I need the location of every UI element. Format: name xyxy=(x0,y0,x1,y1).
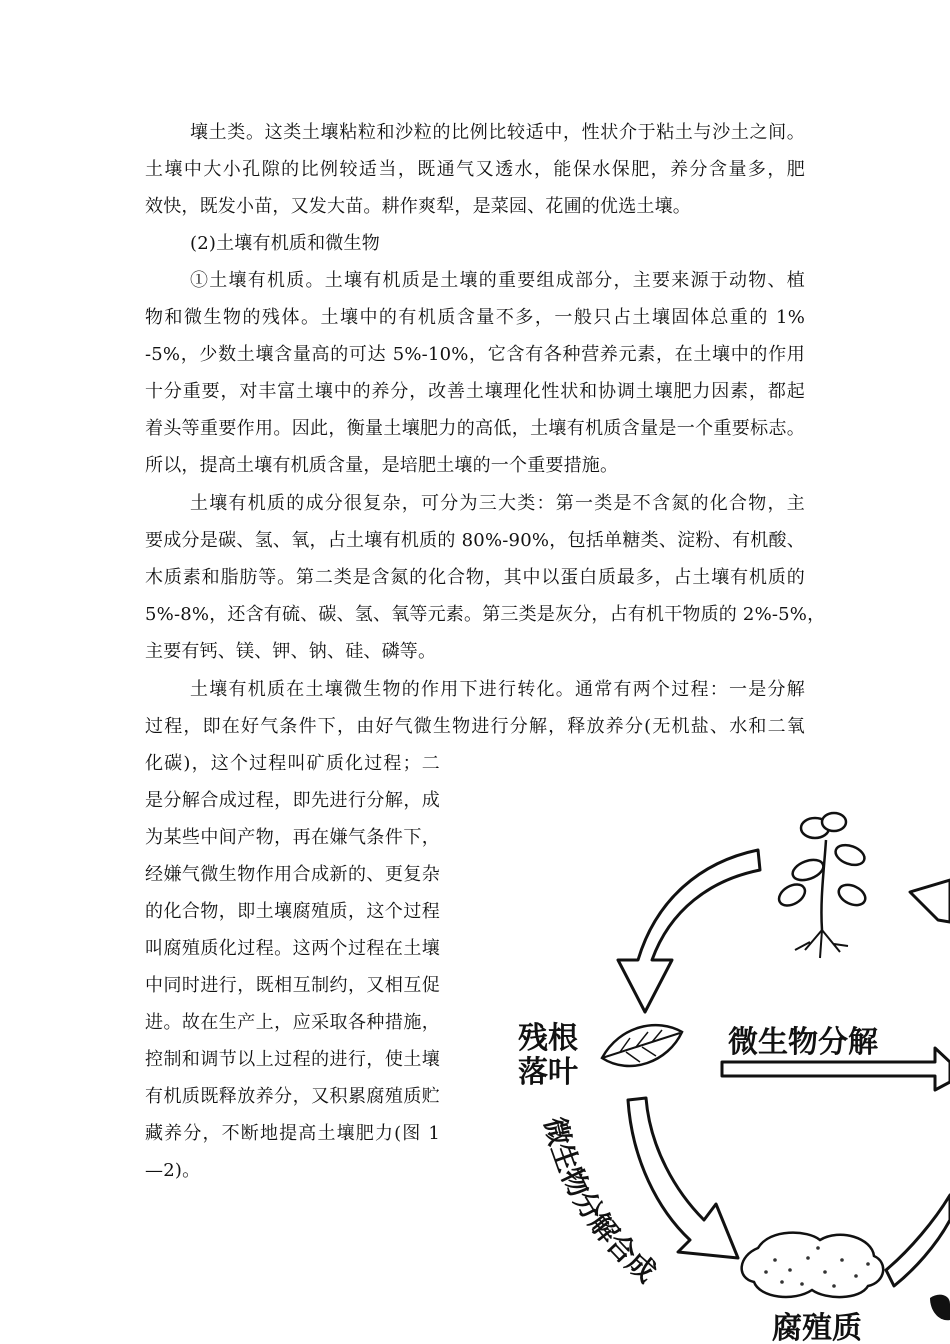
text-line: 土壤有机质在土壤微生物的作用下进行转化。通常有两个过程：一是分解 xyxy=(190,679,805,700)
text-line: 十分重要，对丰富土壤中的养分，改善土壤理化性状和协调土壤肥力因素，都起 xyxy=(145,381,805,402)
text-line: 叫腐殖质化过程。这两个过程在土壤 xyxy=(145,938,440,959)
text-line: ①土壤有机质。土壤有机质是土壤的重要组成部分，主要来源于动物、植 xyxy=(190,270,805,291)
text-line: 为某些中间产物，再在嫌气条件下， xyxy=(145,827,440,848)
text-line: 进。故在生产上，应采取各种措施， xyxy=(145,1012,440,1033)
text-line: 土壤中大小孔隙的比例较适当，既通气又透水，能保水保肥，养分含量多，肥 xyxy=(145,159,805,180)
text-line: 主要有钙、镁、钾、钠、硅、磷等。 xyxy=(145,641,437,662)
label-decompose: 微生物分解 xyxy=(728,1025,878,1060)
text-line: 物和微生物的残体。土壤中的有机质含量不多，一般只占土壤固体总重的 1% xyxy=(145,307,805,328)
cycle-arrow-bottom-right xyxy=(886,1195,950,1286)
text-line: 土壤有机质的成分很复杂，可分为三大类：第一类是不含氮的化合物，主 xyxy=(190,493,805,514)
text-line: 木质素和脂肪等。第二类是含氮的化合物，其中以蛋白质最多，占土壤有机质的 xyxy=(145,567,805,588)
text-line: 化碳)，这个过程叫矿质化过程；二 xyxy=(145,753,440,774)
text-line: 藏养分，不断地提高土壤肥力(图 1 xyxy=(145,1123,440,1144)
text-line: 有机质既释放养分，又积累腐殖质贮 xyxy=(145,1086,440,1107)
text-line: 中同时进行，既相互制约，又相互促 xyxy=(145,975,440,996)
text-line: 5%-8%，还含有硫、碳、氢、氧等元素。第三类是灰分，占有机干物质的 2%-5%， xyxy=(145,604,826,625)
text-line: 是分解合成过程，即先进行分解，成 xyxy=(145,790,440,811)
cycle-arrow-bottom-left xyxy=(628,1098,738,1258)
text-line: 经嫌气微生物作用合成新的、更复杂 xyxy=(145,864,440,885)
text-line: 的化合物，即土壤腐殖质，这个过程 xyxy=(145,901,440,922)
humus-icon xyxy=(742,1233,884,1297)
text-line: 所以，提高土壤有机质含量，是培肥土壤的一个重要措施。 xyxy=(145,455,619,476)
label-residue-line1: 残根 xyxy=(518,1021,578,1056)
label-humus: 腐殖质 xyxy=(772,1311,862,1344)
cycle-arrow-top-left xyxy=(618,850,760,1012)
text-line: —2)。 xyxy=(145,1160,201,1181)
cycle-arrow-top-right xyxy=(910,880,950,922)
section-heading: (2)土壤有机质和微生物 xyxy=(190,233,380,254)
text-line: 壤土类。这类土壤粘粒和沙粒的比例比较适中，性状介于粘土与沙土之间。 xyxy=(190,122,805,143)
organic-matter-cycle-diagram xyxy=(490,800,950,1344)
label-residue-line2: 落叶 xyxy=(518,1055,578,1090)
plant-icon xyxy=(775,813,868,958)
text-line: 着头等重要作用。因此，衡量土壤肥力的高低，土壤有机质含量是一个重要标志。 xyxy=(145,418,805,439)
text-line: -5%，少数土壤含量高的可达 5%-10%，它含有各种营养元素，在土壤中的作用 xyxy=(145,344,805,365)
partial-label-right xyxy=(930,1295,950,1321)
text-line: 控制和调节以上过程的进行，使土壤 xyxy=(145,1049,440,1070)
text-line: 过程，即在好气条件下，由好气微生物进行分解，释放养分(无机盐、水和二氧 xyxy=(145,716,805,737)
text-line: 要成分是碳、氢、氧，占土壤有机质的 80%-90%，包括单糖类、淀粉、有机酸、 xyxy=(145,530,805,551)
text-line: 效快，既发小苗，又发大苗。耕作爽犁，是菜园、花圃的优选土壤。 xyxy=(145,196,691,217)
leaf-icon xyxy=(602,1025,682,1066)
label-synthesis: 微生物分解合成 xyxy=(537,1113,663,1289)
